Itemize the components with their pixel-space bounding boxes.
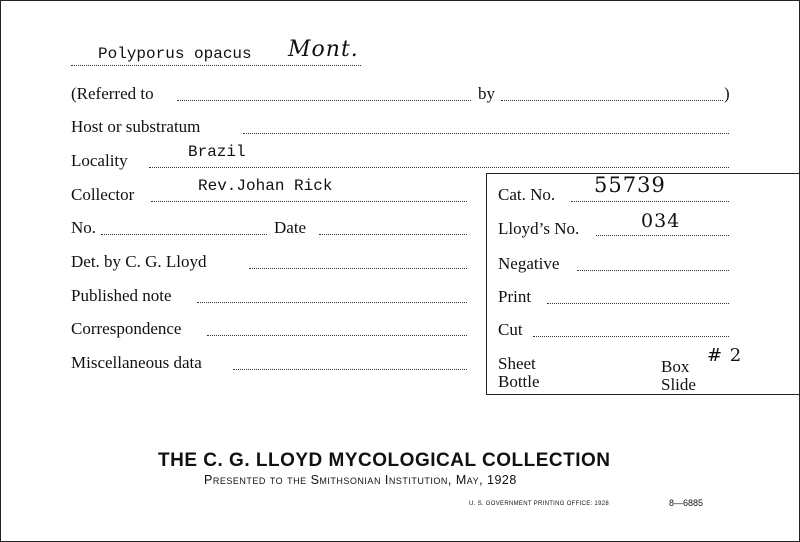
host-label: Host or substratum — [71, 117, 201, 136]
date-label: Date — [274, 218, 307, 237]
misc-label: Miscellaneous data — [71, 353, 202, 372]
print-label: Print — [498, 287, 532, 306]
species-name: Polyporus opacus — [98, 45, 252, 63]
cut-label: Cut — [498, 320, 523, 339]
footer-title: THE C. G. LLOYD MYCOLOGICAL COLLECTION — [158, 450, 611, 471]
det-label: Det. by C. G. Lloyd — [71, 252, 207, 271]
slide-label: Slide — [661, 375, 696, 394]
bottle-label: Bottle — [498, 372, 540, 391]
collector-label: Collector — [71, 185, 135, 204]
box-value: # 2 — [707, 345, 743, 366]
sheet-label: Sheet — [498, 354, 536, 373]
species-annotation: Mont. — [288, 37, 359, 62]
cut-line — [533, 336, 729, 337]
lloyds-no-line — [596, 235, 729, 236]
cat-no-label: Cat. No. — [498, 185, 556, 204]
by-label: by — [478, 84, 495, 103]
box-label: Box — [661, 357, 690, 376]
no-label: No. — [71, 218, 97, 237]
cat-no-value: 55739 — [594, 173, 666, 197]
det-line — [249, 268, 467, 269]
negative-line — [577, 270, 729, 271]
published-label: Published note — [71, 286, 172, 305]
cat-no-line — [571, 201, 729, 202]
correspondence-line — [207, 335, 467, 336]
locality-label: Locality — [71, 151, 128, 170]
locality-line — [149, 167, 729, 168]
published-line — [197, 302, 467, 303]
host-line — [243, 133, 729, 134]
referred-to-line — [177, 100, 471, 101]
misc-line — [233, 369, 467, 370]
footer-subtitle: Presented to the Smithsonian Institution, May, 1928 — [204, 473, 517, 487]
correspondence-label: Correspondence — [71, 319, 182, 338]
lloyds-no-label: Lloyd’s No. — [498, 219, 580, 238]
printing-office-imprint: U. S. GOVERNMENT PRINTING OFFICE: 1928 — [469, 501, 609, 507]
by-line — [501, 100, 723, 101]
print-line — [547, 303, 729, 304]
collector-value: Rev.Johan Rick — [198, 177, 333, 195]
referred-to-label: (Referred to — [71, 84, 154, 103]
date-line — [319, 234, 467, 235]
lloyds-no-value: 034 — [641, 210, 681, 232]
locality-value: Brazil — [188, 143, 246, 161]
close-paren: ) — [724, 84, 730, 103]
no-line — [101, 234, 267, 235]
negative-label: Negative — [498, 254, 560, 273]
collector-line — [151, 201, 467, 202]
species-line — [71, 65, 361, 66]
form-number: 8—6885 — [669, 498, 704, 508]
